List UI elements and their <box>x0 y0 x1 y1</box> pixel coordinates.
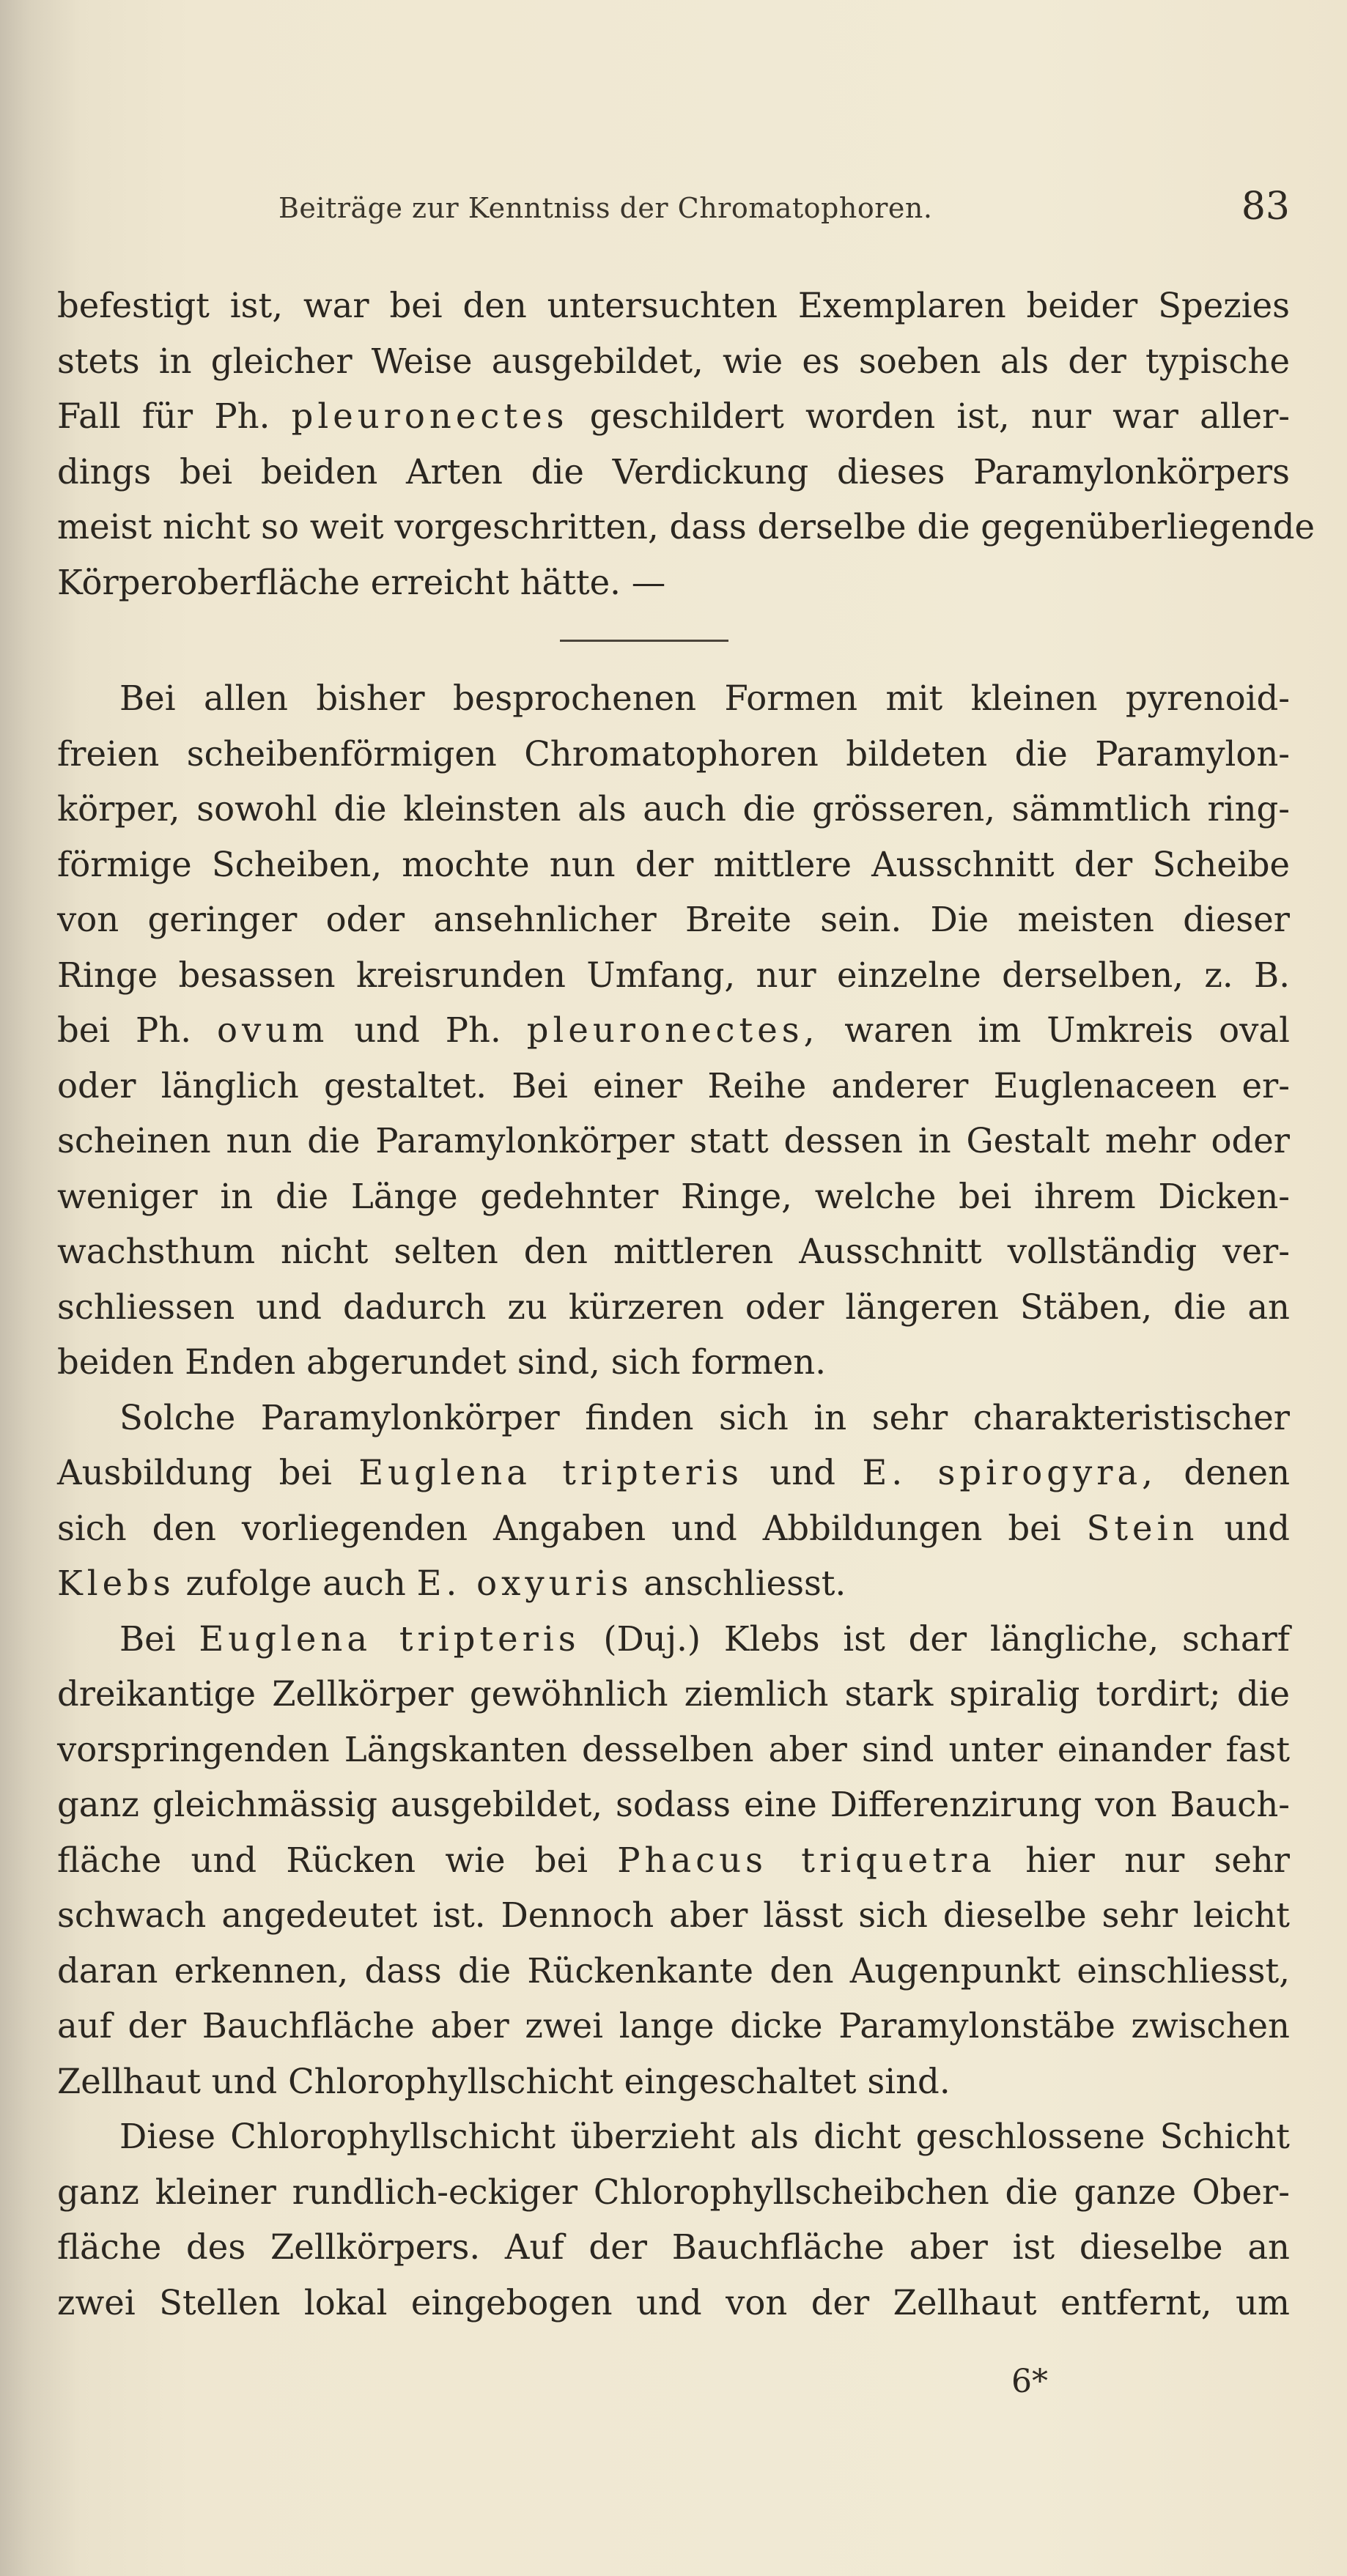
text-line: Zellhaut und Chlorophyllschicht eingeschaltet sind. <box>57 2061 951 2101</box>
text-line: dings bei beiden Arten die Verdickung dieses Paramylonkörpers <box>57 451 1290 492</box>
spaced-taxon: Phacus triquetra <box>617 1840 996 1880</box>
text-line: schliessen und dadurch zu kürzeren oder längeren Stäben, die an <box>57 1287 1290 1327</box>
text-segment: (Duj.) Klebs ist der längliche, scharf <box>603 1618 1290 1659</box>
text-line: schwach angedeutet ist. Dennoch aber lässt sich dieselbe sehr leicht <box>57 1895 1290 1935</box>
text-segment: geschildert worden ist, nur war aller- <box>589 396 1291 436</box>
text-line: vorspringenden Längskanten desselben aber sind unter einander fast <box>57 1729 1290 1769</box>
text-line: von geringer oder ansehnlicher Breite sein. Die meisten dieser <box>57 900 1290 939</box>
text-segment: Ausbildung bei <box>57 1453 332 1492</box>
text-segment: anschliesst. <box>643 1563 846 1603</box>
page-header <box>278 185 1290 243</box>
paragraph-5 <box>57 2109 1290 2331</box>
text-segment: Fall für Ph. <box>57 396 270 436</box>
text-segment: hier nur sehr <box>1025 1840 1291 1880</box>
paragraph-3 <box>57 1391 1290 1612</box>
text-segment: Bei <box>119 1618 176 1659</box>
text-line: scheinen nun die Paramylonkörper statt dessen in Gestalt mehr oder <box>57 1121 1290 1161</box>
text-segment: und Ph. <box>354 1010 501 1050</box>
text-line <box>57 1003 1290 1059</box>
text-line: beiden Enden abgerundet sind, sich formen. <box>57 1342 827 1382</box>
text-line: körper, sowohl die kleinsten als auch die grösseren, sämmtlich ring- <box>57 789 1290 829</box>
text-line <box>57 389 1290 445</box>
text-line: wachsthum nicht selten den mittleren Ausschnitt vollständig ver- <box>57 1232 1290 1271</box>
spaced-author: Stein <box>1086 1508 1199 1548</box>
spaced-author: Klebs <box>57 1563 175 1603</box>
text-line: befestigt ist, war bei den untersuchten Exemplaren beider Spezies <box>57 286 1290 325</box>
text-line: förmige Scheiben, mochte nun der mittlere Ausschnitt der Scheibe <box>57 844 1290 884</box>
text-line: stets in gleicher Weise ausgebildet, wie es soeben als der typische <box>57 341 1290 381</box>
text-line: daran erkennen, dass die Rückenkante den Augenpunkt einschliesst, <box>57 1950 1290 1991</box>
text-line: Bei allen bisher besprochenen Formen mit kleinen pyrenoid- <box>119 678 1290 718</box>
text-segment: denen <box>1184 1453 1291 1492</box>
text-line: meist nicht so weit vorgeschritten, dass derselbe die gegenüberliegende <box>57 507 1315 547</box>
text-line: Diese Chlorophyllschicht überzieht als dicht geschlossene Schicht <box>119 2117 1290 2156</box>
text-line: Solche Paramylonkörper finden sich in sehr charakteristischer <box>119 1397 1290 1437</box>
text-line: fläche des Zellkörpers. Auf der Bauchfläche aber ist dieselbe an <box>57 2227 1290 2267</box>
page-number: 83 <box>1241 185 1290 229</box>
text-line: ganz kleiner rundlich-eckiger Chlorophyllscheibchen die ganze Ober- <box>57 2172 1290 2212</box>
spaced-taxon: ovum <box>216 1010 329 1050</box>
paragraph-1 <box>57 278 1315 610</box>
text-line: weniger in die Länge gedehnter Ringe, welche bei ihrem Dicken- <box>57 1176 1290 1216</box>
spaced-taxon: pleuronectes, <box>526 1010 819 1050</box>
text-segment: bei Ph. <box>57 1010 192 1050</box>
text-line <box>57 1556 1290 1612</box>
text-line <box>57 1446 1290 1501</box>
text-line <box>57 1612 1290 1668</box>
text-line: zwei Stellen lokal eingebogen und von der Zellhaut entfernt, um <box>57 2282 1290 2323</box>
text-line: ganz gleichmässig ausgebildet, sodass eine Differenzirung von Bauch- <box>57 1785 1290 1824</box>
text-line: Körperoberfläche erreicht hätte. — <box>57 562 666 602</box>
printer-signature-mark: 6* <box>1011 2363 1048 2400</box>
spaced-taxon: Euglena tripteris <box>199 1618 580 1659</box>
text-segment: zufolge auch <box>185 1563 406 1603</box>
text-line: auf der Bauchfläche aber zwei lange dicke Paramylonstäbe zwischen <box>57 2006 1290 2046</box>
text-line: freien scheibenförmigen Chromatophoren bildeten die Paramylon- <box>57 733 1290 774</box>
running-title: Beiträge zur Kenntniss der Chromatophoren. <box>278 192 933 224</box>
text-segment: sich den vorliegenden Angaben und Abbildungen bei <box>57 1508 1061 1548</box>
text-segment: waren im Umkreis oval <box>844 1010 1290 1050</box>
text-line: oder länglich gestaltet. Bei einer Reihe anderer Euglenaceen er- <box>57 1065 1290 1106</box>
spaced-taxon: E. oxyuris <box>416 1563 633 1603</box>
spaced-taxon: E. spirogyra, <box>862 1453 1157 1492</box>
text-line: Ringe besassen kreisrunden Umfang, nur einzelne derselben, z. B. <box>57 955 1290 995</box>
section-divider <box>560 640 728 642</box>
paragraph-4 <box>57 1612 1290 2110</box>
text-segment: und <box>770 1453 836 1492</box>
page-body <box>57 278 1315 2331</box>
spaced-taxon: pleuronectes <box>291 396 569 436</box>
text-line <box>57 1833 1290 1889</box>
text-line: dreikantige Zellkörper gewöhnlich ziemlich stark spiralig tordirt; die <box>57 1674 1290 1714</box>
paragraph-2 <box>57 671 1290 1391</box>
text-segment: fläche und Rücken wie bei <box>57 1840 588 1880</box>
spaced-taxon: Euglena tripteris <box>358 1453 743 1492</box>
text-line <box>57 1501 1290 1557</box>
text-segment: und <box>1224 1508 1291 1548</box>
